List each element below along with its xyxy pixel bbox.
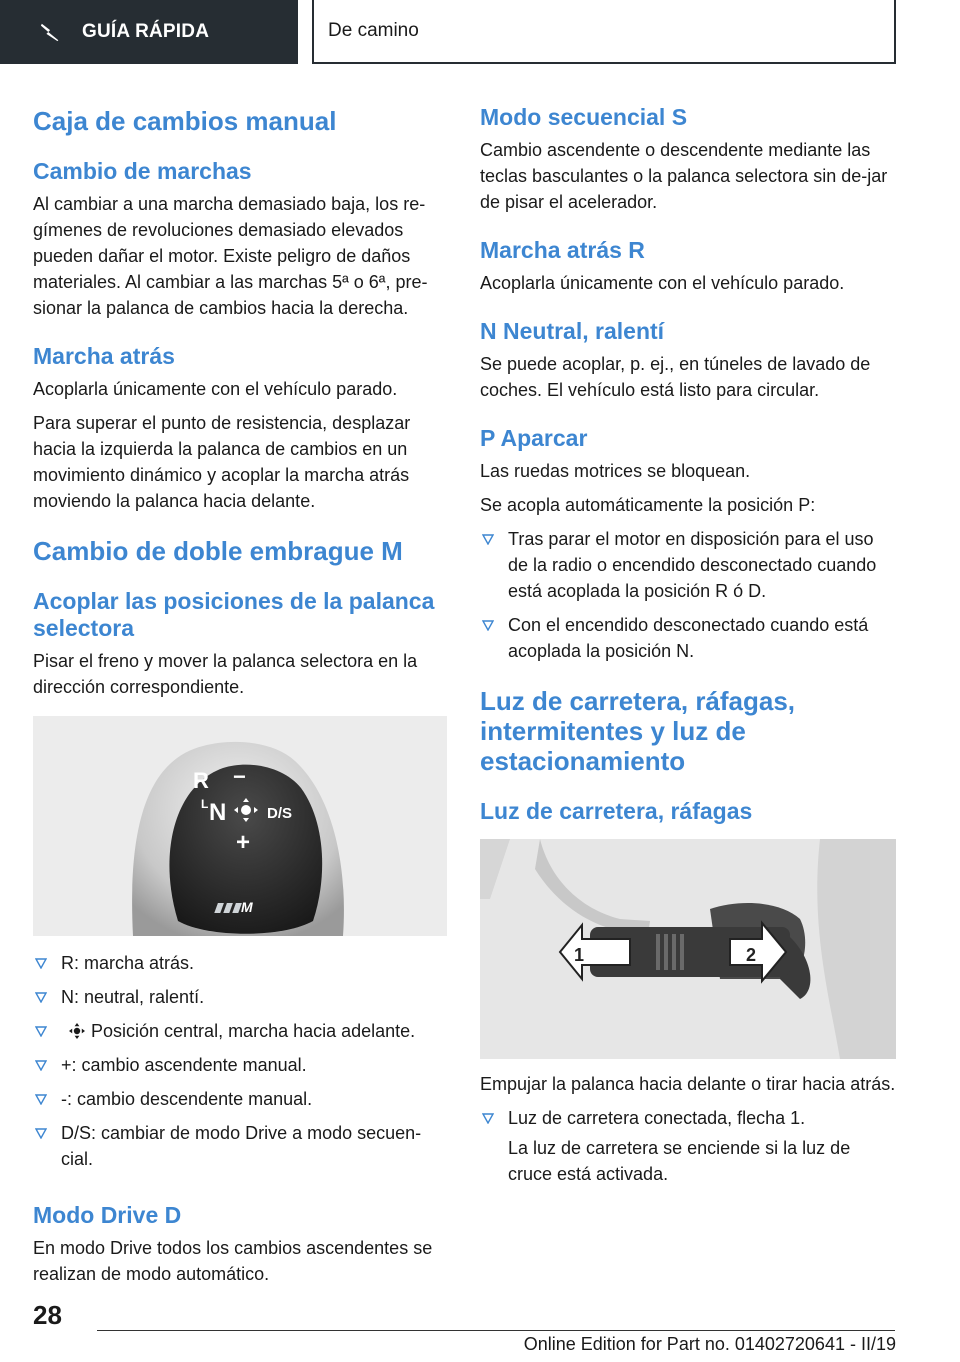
- knob-label-ds: D/S: [267, 805, 293, 822]
- list-item: [33, 1120, 447, 1172]
- knob-label-l: L: [201, 797, 209, 811]
- luz-list: [480, 1105, 896, 1131]
- chapter-tab: [312, 0, 896, 64]
- footer-divider: [97, 1330, 895, 1331]
- heading-marcha-atras-r: Marcha atrás R: [480, 237, 645, 263]
- list-item: [480, 612, 896, 664]
- list-item-text: N: neutral, ralentí.: [61, 987, 205, 1007]
- chapter-label: De camino: [328, 20, 419, 41]
- paragraph-modo-drive: En modo Drive todos los cambios ascendentes se realizan de modo automático.: [33, 1238, 433, 1284]
- heading-manual: Caja de cambios manual: [33, 106, 337, 136]
- knob-label-plus: +: [236, 829, 251, 856]
- heading-doble-embrague: Cambio de doble embrague M: [33, 536, 403, 566]
- list-item-text: D/S: cambiar de modo Drive a modo secuen‐cial.: [61, 1123, 422, 1169]
- heading-secuencial: Modo secuencial S: [480, 104, 688, 130]
- list-item-text: +: cambio ascendente manual.: [61, 1055, 307, 1075]
- right-column: [480, 96, 896, 1187]
- triangle-bullet-icon: [35, 1093, 47, 1105]
- drive-position-icon: [69, 1023, 85, 1039]
- triangle-bullet-icon: [482, 619, 494, 631]
- turn-stalk-image: [480, 839, 896, 1059]
- paragraph-aparcar-1: Las ruedas motrices se bloquean.: [480, 461, 751, 481]
- arrow-2-label: 2: [746, 945, 757, 965]
- heading-marcha-atras: Marcha atrás: [33, 343, 175, 369]
- gear-selector-image: [33, 716, 447, 936]
- heading-luz: Luz de carretera, ráfagas, intermitentes y luz de estacionamiento: [480, 686, 796, 776]
- list-item-text: Tras parar el motor en disposición para el uso de la radio o encendido desconectado cuando está acoplada la posición R ó D.: [508, 529, 877, 601]
- heading-cambio-marchas: Cambio de marchas: [33, 158, 252, 184]
- list-item: [33, 984, 447, 1010]
- section-label: GUÍA RÁPIDA: [82, 21, 210, 42]
- stalk-illustration: [480, 839, 896, 1059]
- list-item-text: Con el encendido desconectado cuando está acoplada la posición N.: [508, 615, 869, 661]
- knob-label-r: R: [193, 768, 209, 793]
- knob-logo-letter: M: [241, 899, 253, 915]
- edition-note: Online Edition for Part no. 01402720641 - II/19: [523, 1334, 896, 1354]
- triangle-bullet-icon: [35, 1025, 47, 1037]
- section-badge: [0, 0, 298, 64]
- triangle-bullet-icon: [35, 991, 47, 1003]
- selector-positions-list: [33, 950, 447, 1172]
- triangle-bullet-icon: [35, 957, 47, 969]
- paragraph-neutral: Se puede acoplar, p. ej., en túneles de lavado de coches. El vehículo está listo para circular.: [480, 354, 871, 400]
- list-item: [33, 1052, 447, 1078]
- heading-luz-sub: Luz de carretera, ráfagas: [480, 798, 753, 824]
- heading-aparcar: P Aparcar: [480, 425, 588, 451]
- list-item-text: Luz de carretera conectada, flecha 1.: [508, 1108, 806, 1128]
- triangle-bullet-icon: [35, 1127, 47, 1139]
- gear-knob-illustration: [33, 716, 447, 936]
- heading-modo-drive: Modo Drive D: [33, 1202, 182, 1228]
- paragraph-aparcar-2: Se acopla automáticamente la posición P:: [480, 495, 816, 515]
- list-item: [33, 1086, 447, 1112]
- paragraph-marcha-atras-2: Para superar el punto de resistencia, desplazar hacia la izquierda la palanca de cambios en un movimiento dinámico y acoplar la marcha atrás moviendo la palanca hacia delante.: [33, 413, 411, 511]
- paragraph-cambio-marchas: Al cambiar a una marcha demasiado baja, los re‐gímenes de revoluciones demasiado elevados pueden dañar el motor. Existe peligro de daños materiales. Al cambiar a las marchas 5ª o 6ª, pre‐sionar la palanca de cambios hacia la derecha.: [33, 194, 428, 318]
- paragraph-marcha-atras-1: Acoplarla únicamente con el vehículo parado.: [33, 379, 398, 399]
- triangle-bullet-icon: [35, 1059, 47, 1071]
- paragraph-luz: Empujar la palanca hacia delante o tirar hacia atrás.: [480, 1074, 896, 1094]
- m-logo-icon: [214, 903, 242, 913]
- list-item: [33, 1018, 447, 1044]
- knob-label-minus: −: [233, 764, 246, 789]
- left-column: [33, 96, 447, 1287]
- page-number: 28: [33, 1300, 62, 1330]
- paragraph-acoplar: Pisar el freno y mover la palanca selectora en la dirección correspondiente.: [33, 651, 418, 697]
- knob-label-n: N: [209, 799, 227, 826]
- paragraph-luz-sub: La luz de carretera se enciende si la luz de cruce está activada.: [508, 1138, 851, 1184]
- list-item: [480, 526, 896, 604]
- paragraph-marcha-atras-r: Acoplarla únicamente con el vehículo parado.: [480, 273, 845, 293]
- triangle-bullet-icon: [482, 1112, 494, 1124]
- arrow-1-label: 1: [574, 945, 585, 965]
- list-item-text: -: cambio descendente manual.: [61, 1089, 313, 1109]
- triangle-bullet-icon: [482, 533, 494, 545]
- list-item: [480, 1105, 896, 1131]
- heading-acoplar: Acoplar las posiciones de la palanca selectora: [33, 588, 435, 641]
- list-item-text: R: marcha atrás.: [61, 953, 195, 973]
- heading-neutral: N Neutral, ralentí: [480, 318, 665, 344]
- list-item: [33, 950, 447, 976]
- lightning-icon: [40, 21, 62, 43]
- aparcar-list: [480, 526, 896, 664]
- list-item-text: Posición central, marcha hacia adelante.: [91, 1021, 416, 1041]
- paragraph-secuencial: Cambio ascendente o descendente mediante las teclas basculantes o la palanca selectora sin de‐jar de pisar el acelerador.: [480, 140, 888, 212]
